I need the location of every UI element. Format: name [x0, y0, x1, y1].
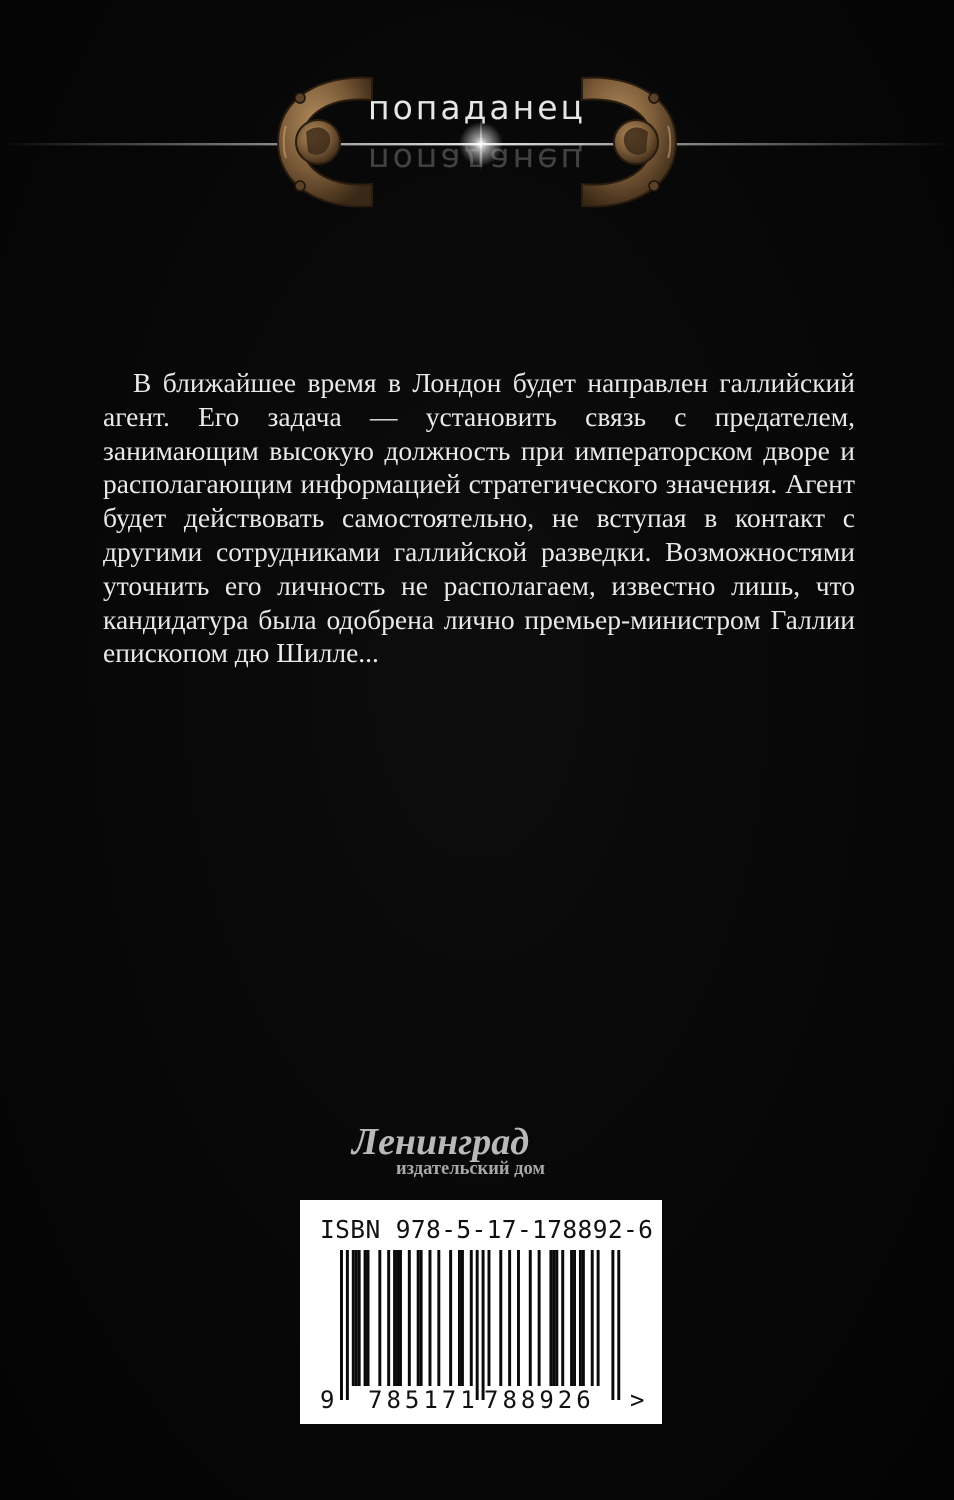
barcode-bar — [387, 1250, 390, 1386]
barcode-bar — [611, 1250, 614, 1400]
barcode-left-group: 785171 — [368, 1386, 479, 1414]
publisher-logo — [352, 1122, 612, 1184]
barcode-bar — [499, 1250, 502, 1386]
barcode-bar — [573, 1250, 576, 1386]
barcode-bar — [399, 1250, 402, 1386]
barcode-bar — [340, 1250, 343, 1400]
barcode-bar — [364, 1250, 367, 1386]
publisher-subtitle: издательский дом — [396, 1159, 546, 1179]
barcode-bar — [393, 1250, 396, 1386]
barcode-bar — [488, 1250, 491, 1386]
barcode-bar — [561, 1250, 564, 1386]
barcode-bar — [549, 1250, 552, 1386]
isbn-text: ISBN 978-5-17-178892-6 — [320, 1215, 654, 1244]
barcode-bar — [508, 1250, 511, 1386]
barcode-first-digit: 9 — [320, 1386, 335, 1414]
barcode-bar — [420, 1250, 423, 1386]
series-title: попаданец — [368, 88, 586, 127]
barcode-bar — [597, 1250, 600, 1386]
barcode-bar — [591, 1250, 594, 1386]
barcode-bar — [437, 1250, 440, 1386]
barcode-bar — [358, 1250, 361, 1386]
barcode-bar — [555, 1250, 558, 1386]
barcode-bar — [346, 1250, 349, 1400]
barcode-bar — [617, 1250, 620, 1400]
barcode-bar — [570, 1250, 573, 1386]
barcode-bars — [300, 1200, 662, 1424]
barcode-bar — [529, 1250, 532, 1386]
annotation-text: В ближайшее время в Лондон будет направлен галлийский агент. Его задача — установить связь с предателем, занимающим высокую должность при императорском дворе и располагающим информацией стратегического значения. Агент будет действовать самостоятельно, не вступая в контакт с другими сотрудниками галлийской разведки. Возможностями уточнить его личность не располагаем, известно лишь, что кандидатура была одобрена лично премьер-министром Галлии епископом дю Шилле... — [103, 367, 855, 669]
barcode-bar — [482, 1250, 485, 1400]
barcode-bar — [579, 1250, 582, 1386]
barcode-bar — [367, 1250, 370, 1386]
barcode-bar — [582, 1250, 585, 1386]
barcode-bar — [476, 1250, 479, 1400]
barcode-bar — [470, 1250, 473, 1386]
barcode-box — [300, 1200, 662, 1424]
series-emblem — [0, 70, 954, 210]
series-title-reflection: попаданец — [368, 141, 586, 180]
publisher-name: Ленинград — [352, 1121, 530, 1163]
barcode-bar — [517, 1250, 520, 1386]
barcode-bar — [461, 1250, 464, 1386]
barcode-bar — [449, 1250, 452, 1386]
barcode-bar — [538, 1250, 541, 1386]
barcode-bar — [458, 1250, 461, 1386]
barcode-right-group: 788926 — [484, 1386, 595, 1414]
barcode-bar — [352, 1250, 355, 1386]
barcode-bar — [552, 1250, 555, 1386]
barcode-quiet-zone-mark: > — [630, 1386, 645, 1414]
barcode-bar — [396, 1250, 399, 1386]
barcode-bar — [378, 1250, 381, 1386]
barcode-bar — [417, 1250, 420, 1386]
barcode-bar — [408, 1250, 411, 1386]
barcode-bar — [355, 1250, 358, 1386]
barcode-bar — [429, 1250, 432, 1386]
